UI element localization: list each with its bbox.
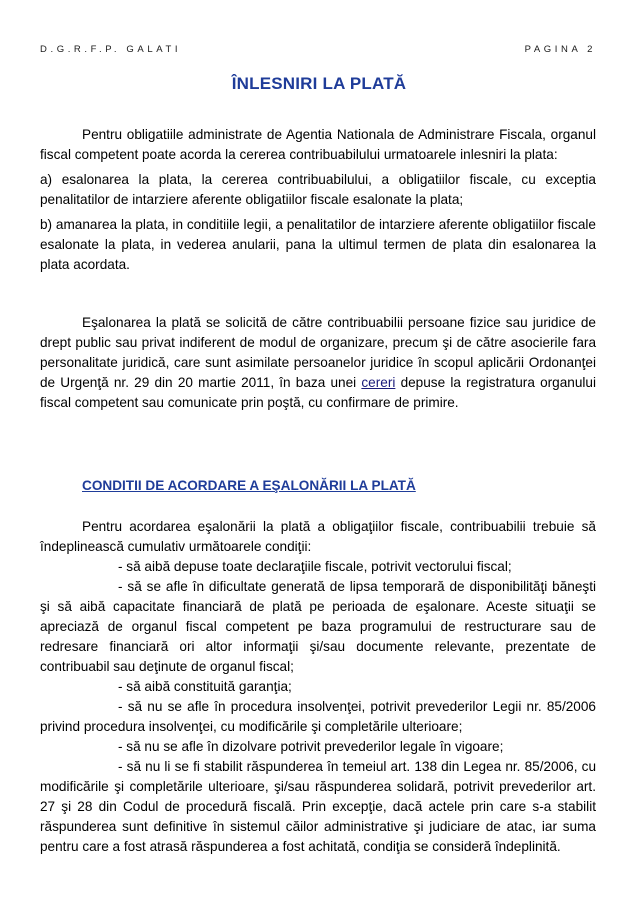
condition-item: - să nu se afle în procedura insolvenţei, potrivit prevederilor Legii nr. 85/2006 privind procedura insolvenţei, cu modificările şi completările ulterioare; [40, 699, 596, 734]
conditions-lead: Pentru acordarea eşalonării la plată a obligaţiilor fiscale, contribuabilii trebuie să îndeplinească cumulativ următoarele condiţii: [40, 519, 596, 554]
cereri-link[interactable]: cereri [361, 375, 396, 390]
header-institution: D.G.R.F.P. GALATI [40, 44, 182, 55]
condition-item: - să nu li se fi stabilit răspunderea în temeiul art. 138 din Legea nr. 85/2006, cu modificările şi completările ulterioare, şi/sau răspunderea solidară, potrivit prevederilor art. 27 şi 28 din Codul de procedură fiscală. Prin excepţie, dacă actele prin care s-a stabilit răspunderea sunt definitive în sistemul căilor administrative şi judiciare de atac, iar suma pentru care a fost atrasă răspunderea a fost achitată, condiţia se consideră îndeplinită. [40, 759, 596, 854]
esalonare-text-before: Eşalonarea la plată se solicită de către contribuabilii persoane fizice sau juridice de drept public sau privat indiferent de modul de organizare, precum şi de către asocierile fara personalitate juridică, care sunt asimilate persoanelor juridice în scopul aplicării Ordonanţei de Urgenţă nr. 29 din 20 martie 2011, în baza unei [40, 315, 596, 390]
condition-item: - să aibă depuse toate declaraţiile fiscale, potrivit vectorului fiscal; [118, 559, 512, 574]
conditions-section [40, 517, 596, 857]
option-b: b) amanarea la plata, in conditiile legii, a penalitatilor de intarziere aferente obligatiilor fiscale esalonate la plata, in vederea anularii, pana la ultimul termen de plata din esalonarea la plata acordata. [40, 217, 596, 272]
intro-section [40, 125, 596, 275]
condition-item: - să aibă constituită garanţia; [118, 679, 292, 694]
header-page-number: PAGINA 2 [524, 44, 596, 55]
option-a: a) esalonarea la plata, la cererea contribuabilului, a obligatiilor fiscale, cu exceptia penalitatilor de intarziere aferente obligatiilor fiscale esalonate la plata; [40, 172, 596, 207]
esalonare-paragraph [40, 313, 596, 413]
esalonare-text-after: depuse la registratura organului fiscal competent sau comunicate prin poştă, cu confirmare de primire. [40, 375, 596, 410]
intro-paragraph: Pentru obligatiile administrate de Agentia Nationala de Administrare Fiscala, organul fiscal competent poate acorda la cererea contribuabilului urmatoarele inlesniri la plata: [40, 127, 596, 162]
section-subheading: CONDITII DE ACORDARE A EŞALONĂRII LA PLATĂ [82, 478, 416, 493]
page-title: ÎNLESNIRI LA PLATĂ [231, 74, 407, 93]
condition-item: - să nu se afle în dizolvare potrivit prevederilor legale în vigoare; [118, 739, 504, 754]
esalonare-section [40, 313, 596, 413]
condition-item: - să se afle în dificultate generată de lipsa temporară de disponibilităţi băneşti şi să aibă capacitate financiară de plată pe perioada de eşalonare. Aceste situaţii se apreciază de organul fiscal competent pe baza programului de restructurare sau de redresare financiară ori altor informaţii şi/sau documente relevante, prezentate de contribuabil sau deţinute de organul fiscal; [40, 579, 596, 674]
